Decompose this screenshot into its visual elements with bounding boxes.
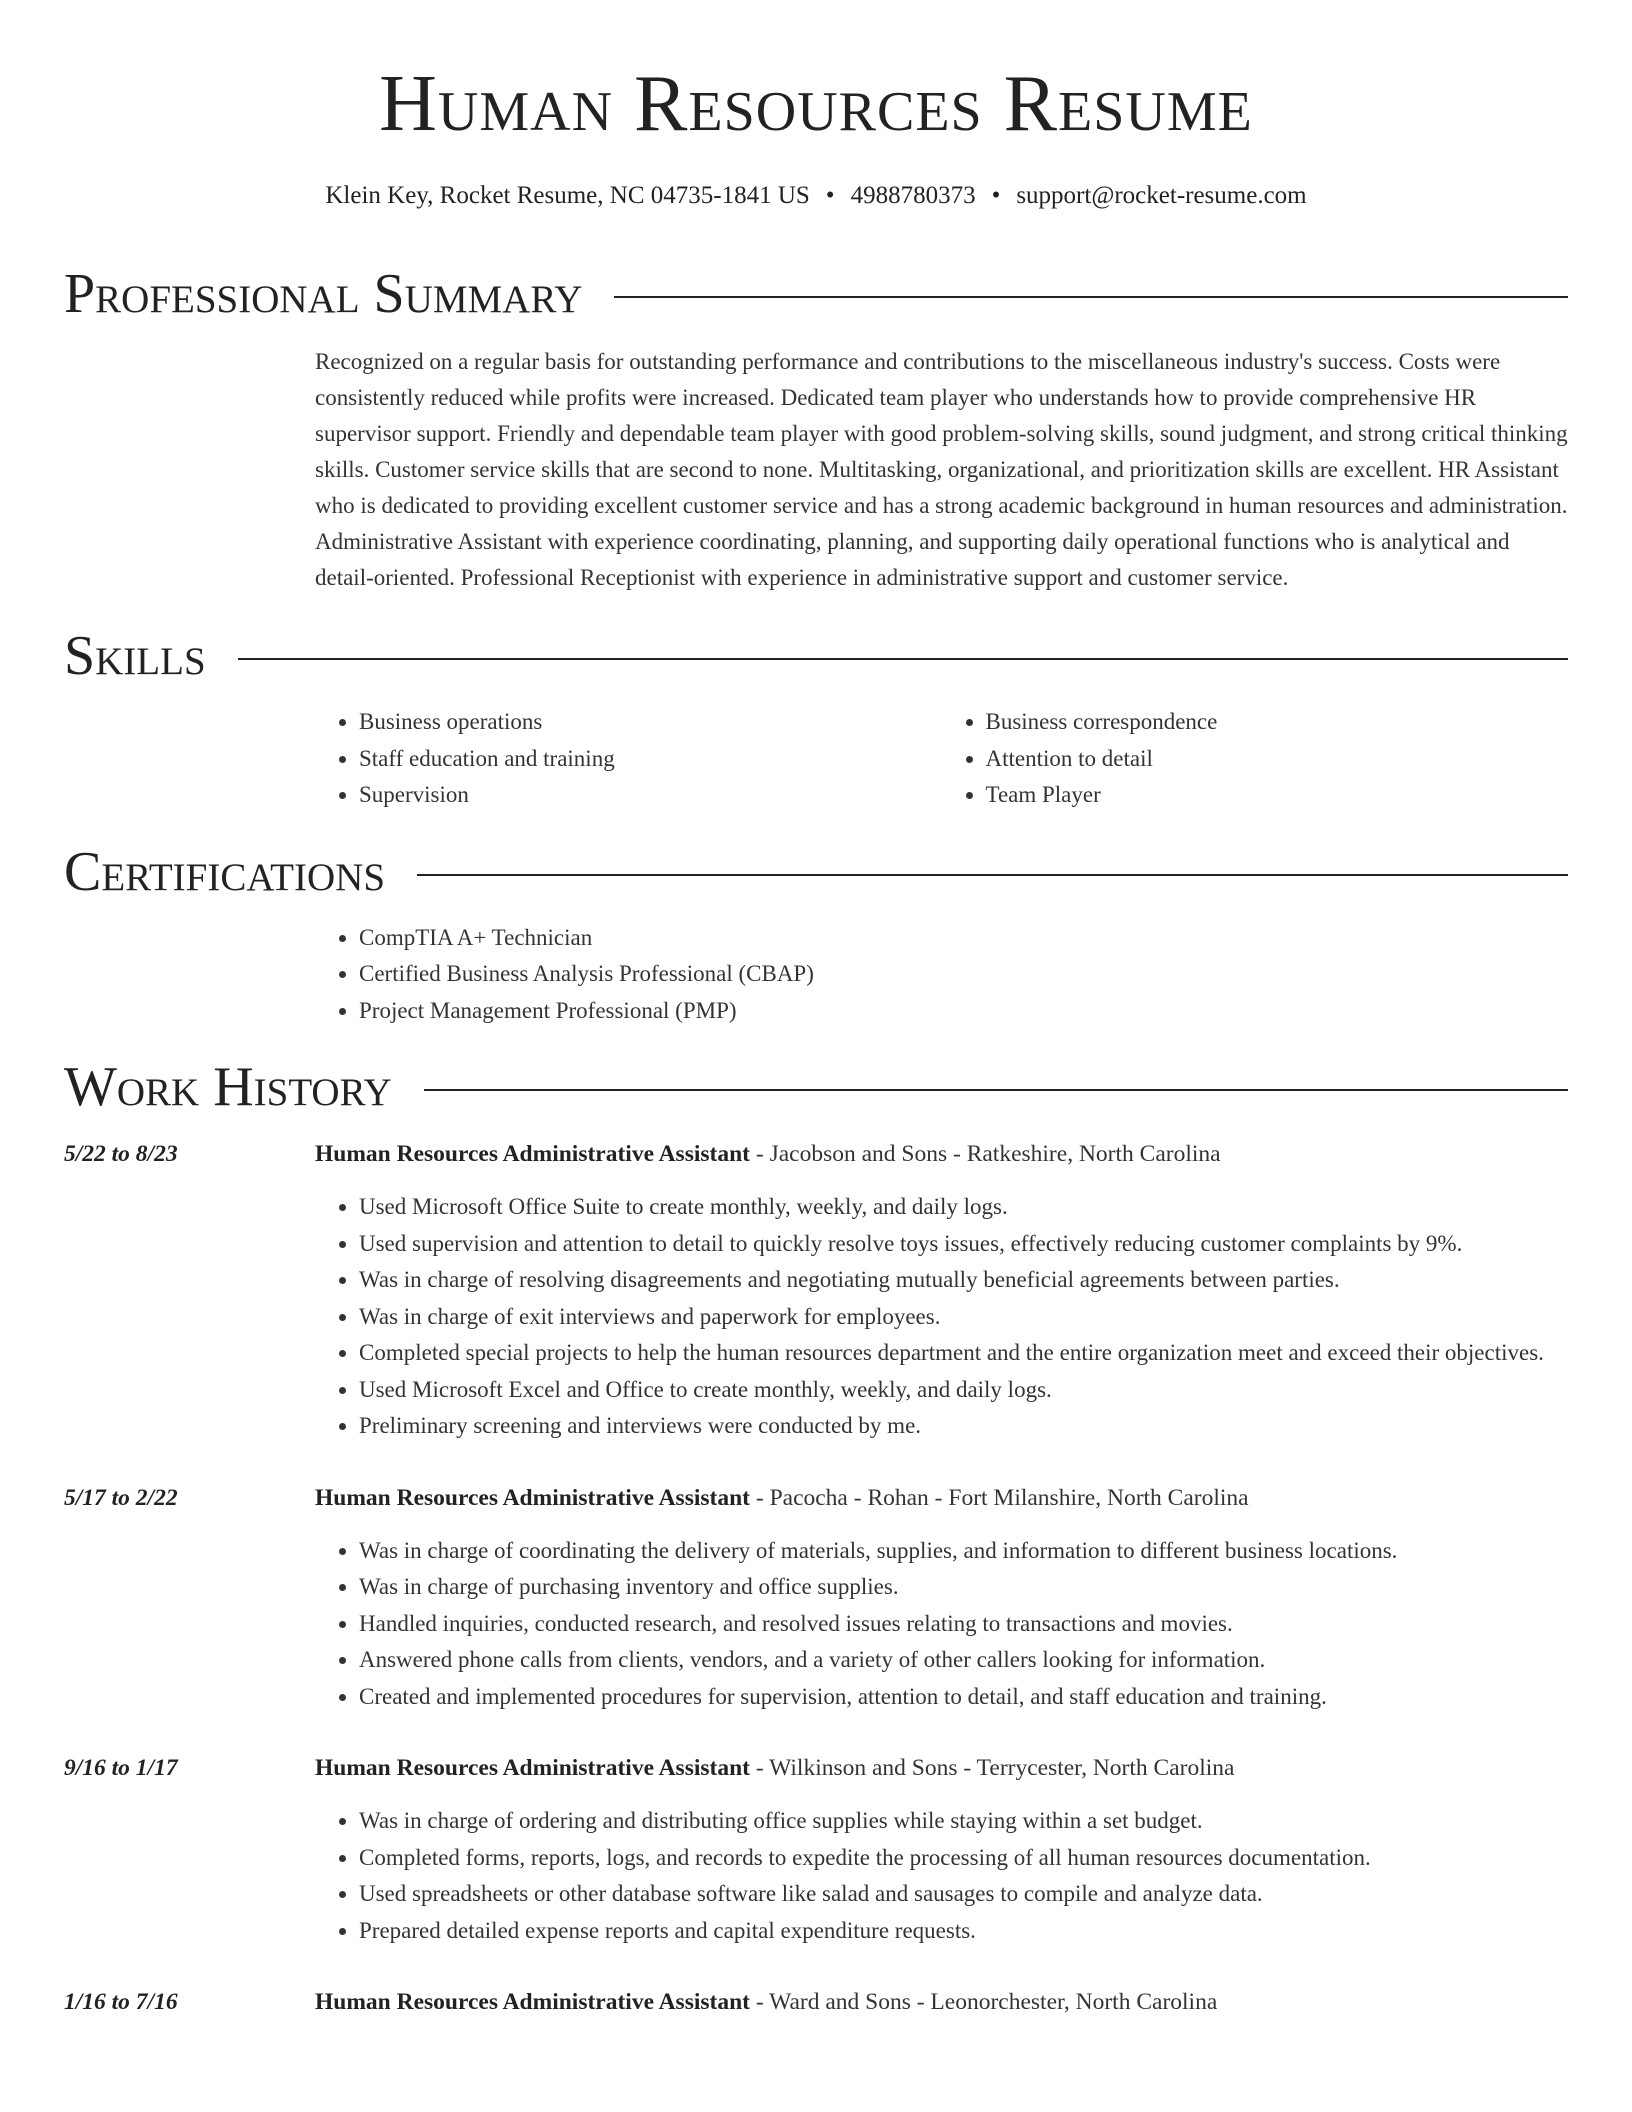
- job-employer-location: - Ward and Sons - Leonorchester, North Carolina: [750, 1989, 1218, 2015]
- job-header: [64, 1139, 1568, 1169]
- skill-item: • Business correspondence: [986, 704, 1569, 741]
- section-divider: [424, 1089, 1568, 1091]
- job-title: Human Resources Administrative Assistant: [315, 1755, 750, 1781]
- section-work-header: [64, 1056, 1568, 1118]
- certifications-list: [315, 920, 1568, 1030]
- job-employer-location: - Wilkinson and Sons - Terrycester, North Carolina: [750, 1755, 1235, 1781]
- job-entry: [64, 1753, 1568, 1949]
- skill-item: • Team Player: [986, 777, 1569, 814]
- section-heading-summary: Professional Summary: [64, 263, 583, 325]
- contact-separator: •: [825, 182, 835, 209]
- job-entry: [64, 1987, 1568, 2017]
- summary-text: Recognized on a regular basis for outstanding performance and contributions to the miscellaneous industry's success. Costs were consistently reduced while profits were increased. Dedicated team player who understands how to provide comprehensive HR supervisor support. Friendly and dependable team player with good problem-solving skills, sound judgment, and strong critical thinking skills. Customer service skills that are second to none. Multitasking, organizational, and prioritization skills are excellent. HR Assistant who is dedicated to providing excellent customer service and has a strong academic background in human resources and administration. Administrative Assistant with experience coordinating, planning, and supporting daily operational functions who is analytical and detail-oriented. Professional Receptionist with experience in administrative support and customer service.: [315, 349, 1568, 590]
- contact-phone: 4988780373: [850, 182, 976, 209]
- job-bullets: [315, 1803, 1568, 1949]
- job-employer-location: - Jacobson and Sons - Ratkeshire, North Carolina: [750, 1141, 1221, 1167]
- skills-column-left: [315, 704, 942, 814]
- job-bullet: • Created and implemented procedures for supervision, attention to detail, and staff education and training.: [359, 1679, 1568, 1716]
- job-dates: 5/22 to 8/23: [64, 1141, 178, 1167]
- job-entry: [64, 1483, 1568, 1716]
- job-bullets: [315, 1533, 1568, 1716]
- job-header: [64, 1987, 1568, 2017]
- contact-address: Klein Key, Rocket Resume, NC 04735-1841 US: [325, 182, 810, 209]
- skill-item: • Business operations: [359, 704, 942, 741]
- section-heading-certifications: Certifications: [64, 840, 386, 903]
- job-title: Human Resources Administrative Assistant: [315, 1484, 750, 1511]
- job-bullet: • Was in charge of purchasing inventory and office supplies.: [359, 1569, 1568, 1606]
- contact-separator: •: [991, 182, 1001, 209]
- skills-column-right: [942, 704, 1569, 814]
- job-bullet: • Was in charge of exit interviews and paperwork for employees.: [359, 1299, 1568, 1336]
- job-header: [64, 1483, 1568, 1513]
- section-divider: [614, 296, 1568, 298]
- contact-email: support@rocket-resume.com: [1016, 182, 1307, 209]
- job-dates: 9/16 to 1/17: [64, 1755, 178, 1781]
- skill-item: • Attention to detail: [986, 741, 1569, 778]
- job-bullets: [315, 1189, 1568, 1445]
- job-employer-location: - Pacocha - Rohan - Fort Milanshire, North Carolina: [750, 1484, 1249, 1511]
- job-bullet: • Used spreadsheets or other database software like salad and sausages to compile and analyze data.: [359, 1876, 1568, 1913]
- job-bullet: • Prepared detailed expense reports and capital expenditure requests.: [359, 1913, 1568, 1950]
- job-bullet: • Used supervision and attention to detail to quickly resolve toys issues, effectively reducing customer complaints by 9%.: [359, 1226, 1568, 1263]
- resume-title: Human Resources Resume: [379, 60, 1253, 148]
- job-bullet: • Answered phone calls from clients, vendors, and a variety of other callers looking for information.: [359, 1642, 1568, 1679]
- job-bullet: • Completed special projects to help the human resources department and the entire organization meet and exceed their objectives.: [359, 1335, 1568, 1372]
- skill-item: • Staff education and training: [359, 741, 942, 778]
- job-title: Human Resources Administrative Assistant: [315, 1989, 750, 2015]
- certification-item: • Certified Business Analysis Professional (CBAP): [359, 956, 1568, 993]
- job-bullet: • Was in charge of resolving disagreements and negotiating mutually beneficial agreements between parties.: [359, 1262, 1568, 1299]
- section-summary-header: [64, 263, 1568, 325]
- job-bullet: • Used Microsoft Excel and Office to create monthly, weekly, and daily logs.: [359, 1372, 1568, 1409]
- job-bullet: • Was in charge of ordering and distributing office supplies while staying within a set budget.: [359, 1803, 1568, 1840]
- skill-item: • Supervision: [359, 777, 942, 814]
- section-divider: [238, 658, 1568, 660]
- job-bullet: • Used Microsoft Office Suite to create monthly, weekly, and daily logs.: [359, 1189, 1568, 1226]
- job-entry: [64, 1139, 1568, 1445]
- job-title: Human Resources Administrative Assistant: [315, 1141, 750, 1167]
- certification-item: • CompTIA A+ Technician: [359, 920, 1568, 957]
- job-header: [64, 1753, 1568, 1783]
- job-bullet: • Was in charge of coordinating the delivery of materials, supplies, and information to different business locations.: [359, 1533, 1568, 1570]
- skills-list: [315, 704, 1568, 814]
- job-dates: 5/17 to 2/22: [64, 1484, 178, 1511]
- summary-block: [315, 344, 1568, 596]
- section-skills-header: [64, 625, 1568, 687]
- section-divider: [417, 874, 1568, 876]
- certification-item: • Project Management Professional (PMP): [359, 993, 1568, 1030]
- contact-line: [64, 182, 1568, 210]
- section-certifications-header: [64, 840, 1568, 903]
- section-heading-skills: Skills: [64, 625, 206, 687]
- job-bullet: • Handled inquiries, conducted research, and resolved issues relating to transactions and movies.: [359, 1606, 1568, 1643]
- job-dates: 1/16 to 7/16: [64, 1989, 178, 2015]
- section-heading-work: Work History: [64, 1056, 392, 1118]
- job-bullet: • Preliminary screening and interviews were conducted by me.: [359, 1408, 1568, 1445]
- job-bullet: • Completed forms, reports, logs, and records to expedite the processing of all human resources documentation.: [359, 1840, 1568, 1877]
